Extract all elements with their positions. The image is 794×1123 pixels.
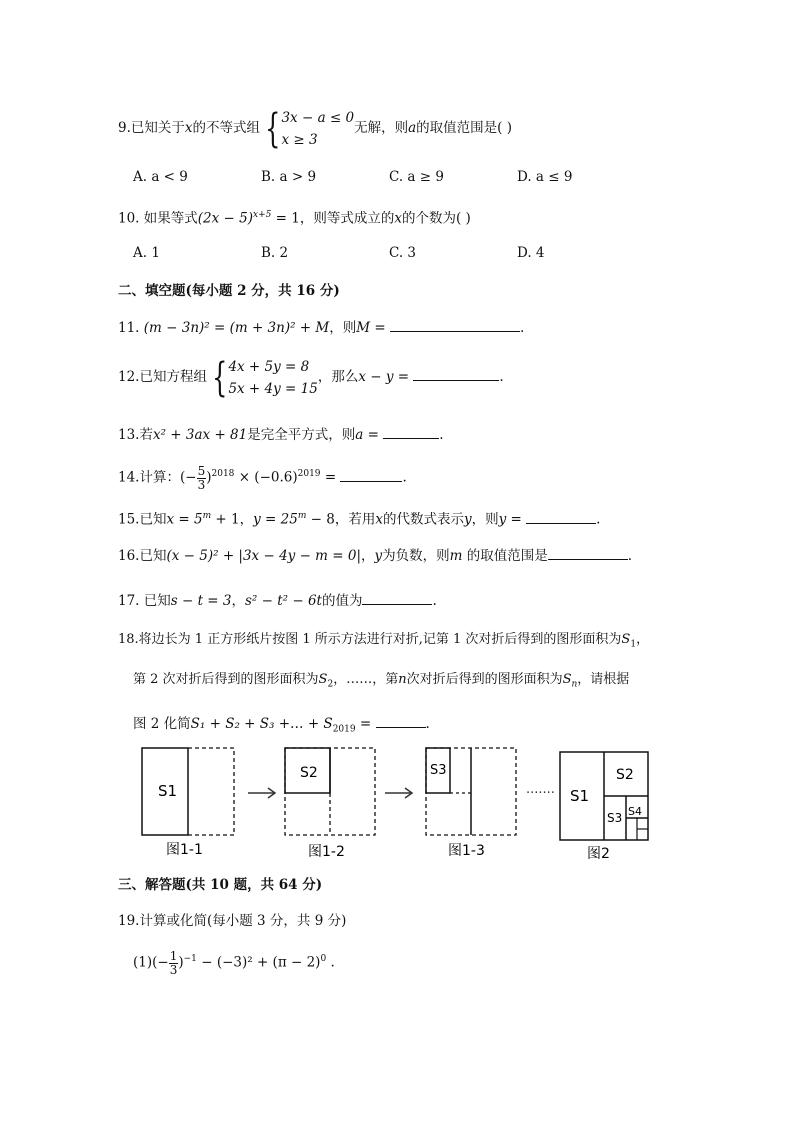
q15-exp: m [297, 511, 307, 521]
q16-var: m [449, 548, 463, 564]
equation-system [228, 356, 317, 400]
q19-expr: (− [152, 954, 169, 971]
fraction [169, 950, 179, 977]
q15-exp: m [202, 511, 212, 521]
inequality-system [281, 107, 354, 151]
q12-text: . [499, 369, 504, 385]
q14-expr: (− [179, 469, 197, 486]
equation: 3x − a ≤ 0 [281, 109, 355, 126]
q15-text: 15.已知 [118, 511, 167, 528]
folding-figure [130, 740, 670, 870]
q19-text: . [326, 954, 335, 971]
option-a[interactable]: A. 1 [133, 245, 160, 261]
figure-1-2 [285, 748, 375, 835]
brace: { [212, 354, 228, 401]
q10-exp: x+5 [253, 210, 272, 220]
q18-text: . [425, 716, 430, 732]
q15-text: ，则 [471, 511, 499, 528]
q12-expr: x − y [358, 369, 394, 385]
q10-options [133, 243, 645, 263]
q13-text: 是完全平方式，则 [247, 427, 356, 443]
answer-blank[interactable] [526, 509, 596, 524]
q9-options [133, 167, 645, 187]
q18-var: S [318, 672, 328, 687]
q14-exp: 2018 [211, 469, 235, 479]
option-c[interactable]: C. 3 [389, 245, 417, 261]
q18-text: 第 2 次对折后得到的图形面积为 [133, 672, 319, 687]
figure-2 [560, 752, 648, 840]
q14-expr: × (−0.6) [234, 469, 298, 486]
q10-text: ，则等式成立的 [299, 210, 395, 227]
answer-blank[interactable] [340, 467, 402, 482]
q18-var: n [398, 672, 407, 687]
q15-var: x [375, 511, 383, 528]
ellipsis: ······· [526, 786, 555, 801]
q16-expr: (x − 5)² + |3x − 4y − m = 0| [166, 548, 362, 564]
q14-exp: 2019 [297, 469, 321, 479]
q15-expr: y = [498, 511, 527, 528]
q18-text: 图 2 化简 [133, 716, 191, 732]
label-s4: S4 [628, 805, 642, 818]
question-12 [118, 355, 504, 400]
label-s2: S2 [616, 767, 634, 783]
question-15 [118, 506, 600, 530]
section-2-title: 二、填空题(每小题 2 分，共 16 分) [118, 283, 340, 299]
q13-var: a [355, 427, 364, 443]
denominator: 3 [197, 477, 206, 492]
q9-text: 的取值范围是( ) [416, 120, 512, 136]
q16-text: 的取值范围是 [462, 548, 548, 564]
q10-text: 10. 如果等式 [118, 210, 198, 227]
q18-expr: S₁ + S₂ + S₃ +… + S [190, 716, 333, 732]
q17-text: ， [231, 593, 245, 609]
q13-text: 13.若 [118, 427, 153, 443]
question-11 [118, 317, 524, 338]
q11-text: = [370, 320, 390, 336]
q16-var: y [374, 548, 383, 564]
answer-blank[interactable] [548, 545, 628, 560]
q11-text: 11. [118, 320, 140, 336]
numerator: 5 [197, 463, 206, 478]
brace: { [265, 105, 281, 152]
question-18-line-2 [133, 670, 629, 695]
q18-text: ， [636, 632, 650, 647]
q17-text: . [432, 593, 437, 609]
question-9 [118, 106, 512, 151]
label-s1: S1 [570, 787, 590, 805]
q14-text: . [402, 469, 407, 486]
q18-text: = [355, 716, 376, 732]
q15-text: . [596, 511, 601, 528]
q15-expr: y = 25 [253, 511, 298, 528]
q9-var: a [408, 120, 417, 136]
q15-expr: + 1 [211, 511, 240, 528]
option-d[interactable]: D. a ≤ 9 [517, 169, 573, 185]
q18-text: 18.将边长为 1 正方形纸片按图 1 所示方法进行对折,记第 1 次对折后得到的图形面积为 [118, 632, 622, 647]
q19-exp: −1 [183, 954, 197, 964]
q10-text: 的个数为( ) [401, 210, 471, 227]
q17-text: 17. 已知 [118, 593, 171, 609]
q19-exp: 0 [320, 954, 327, 964]
caption-fig-1-3: 图1-3 [448, 843, 485, 859]
q12-text: ，那么 [317, 369, 359, 385]
section-3-title: 三、解答题(共 10 题，共 64 分) [118, 877, 323, 893]
q18-sub: 2 [327, 679, 334, 690]
fraction [197, 465, 207, 492]
arrow-icon [385, 788, 412, 798]
figure-1-3 [426, 748, 516, 835]
q14-expr: ) [206, 469, 212, 486]
q13-text: = [363, 427, 384, 443]
q18-var: S [621, 632, 631, 647]
q16-text: . [627, 548, 633, 564]
dashed-half [188, 748, 234, 835]
label-s3: S3 [607, 811, 623, 825]
q17-expr: s² − t² − 6t [245, 593, 322, 609]
numerator: 1 [169, 948, 178, 963]
answer-blank[interactable] [413, 366, 499, 381]
q10-expr: (2x − 5) [197, 210, 253, 227]
q9-text: 无解，则 [354, 120, 409, 136]
answer-blank[interactable] [390, 317, 520, 332]
q9-text: 9.已知关于 [118, 120, 185, 136]
q17-text: 的值为 [321, 593, 363, 609]
q18-text: ，……，第 [333, 672, 399, 687]
q19-expr: ) [178, 954, 184, 971]
q18-sub: 2019 [332, 724, 356, 735]
q18-text: ，请根据 [577, 672, 630, 687]
question-10 [118, 205, 471, 229]
q18-var: S [562, 672, 572, 687]
equation: x ≥ 3 [281, 131, 318, 148]
q14-text: 14.计算： [118, 469, 180, 486]
q16-text: ， [361, 548, 375, 564]
option-b[interactable]: B. 2 [261, 245, 289, 261]
label-s3: S3 [430, 763, 447, 778]
q15-expr: − 8 [306, 511, 335, 528]
question-18-line-1 [118, 630, 649, 655]
option-a[interactable]: A. a < 9 [133, 169, 188, 185]
equation: 5x + 4y = 15 [228, 380, 318, 397]
equation: 4x + 5y = 8 [228, 358, 310, 375]
q12-text: = [393, 369, 414, 385]
answer-blank[interactable] [362, 590, 432, 605]
denominator: 3 [169, 962, 178, 977]
q16-text: 为负数，则 [382, 548, 450, 564]
q9-var: x [184, 120, 193, 136]
q15-text: ，若用 [334, 511, 376, 528]
option-b[interactable]: B. a > 9 [261, 169, 317, 185]
question-16 [118, 545, 632, 566]
q18-text: 次对折后得到的图形面积为 [406, 672, 563, 687]
caption-fig-2: 图2 [587, 846, 610, 862]
q15-expr: x = 5 [166, 511, 203, 528]
answer-blank[interactable] [383, 424, 439, 439]
q16-text: 16.已知 [118, 548, 167, 564]
q14-text: = [320, 469, 341, 486]
option-c[interactable]: C. a ≥ 9 [389, 169, 444, 185]
q11-var: M [356, 320, 371, 336]
question-18-line-3 [133, 713, 430, 740]
question-19-part-1 [133, 941, 335, 981]
q15-text: ， [239, 511, 254, 528]
q9-text: 的不等式组 [192, 120, 261, 136]
q19-expr: − (−3)² + (π − 2) [196, 954, 321, 971]
q18-sub: 1 [630, 639, 637, 650]
q18-sub: n [571, 679, 578, 690]
question-13 [118, 424, 444, 445]
q13-text: . [439, 427, 444, 443]
question-19-title: 19.计算或化简(每小题 3 分，共 9 分) [118, 913, 347, 929]
label-s2: S2 [300, 765, 318, 781]
q15-text: 的代数式表示 [382, 511, 464, 528]
question-17 [118, 590, 437, 611]
answer-blank[interactable] [376, 713, 426, 728]
caption-fig-1-2: 图1-2 [308, 844, 345, 860]
label-s1: S1 [158, 782, 178, 800]
q10-expr: = 1 [271, 210, 300, 227]
q11-expr: (m − 3n)² = (m + 3n)² + M [139, 320, 330, 336]
q10-var: x [394, 210, 402, 227]
q15-var: y [463, 511, 472, 528]
figure-1-1 [142, 748, 234, 835]
q19-text: (1) [133, 954, 153, 971]
q11-text: . [519, 320, 525, 336]
arrow-icon [248, 788, 275, 798]
q13-expr: x² + 3ax + 81 [152, 427, 248, 443]
q17-expr: s − t = 3 [170, 593, 232, 609]
q12-text: 12.已知方程组 [118, 369, 207, 385]
caption-fig-1-1: 图1-1 [166, 842, 203, 858]
q11-text: ，则 [329, 320, 357, 336]
question-14 [118, 456, 407, 496]
option-d[interactable]: D. 4 [517, 245, 545, 261]
